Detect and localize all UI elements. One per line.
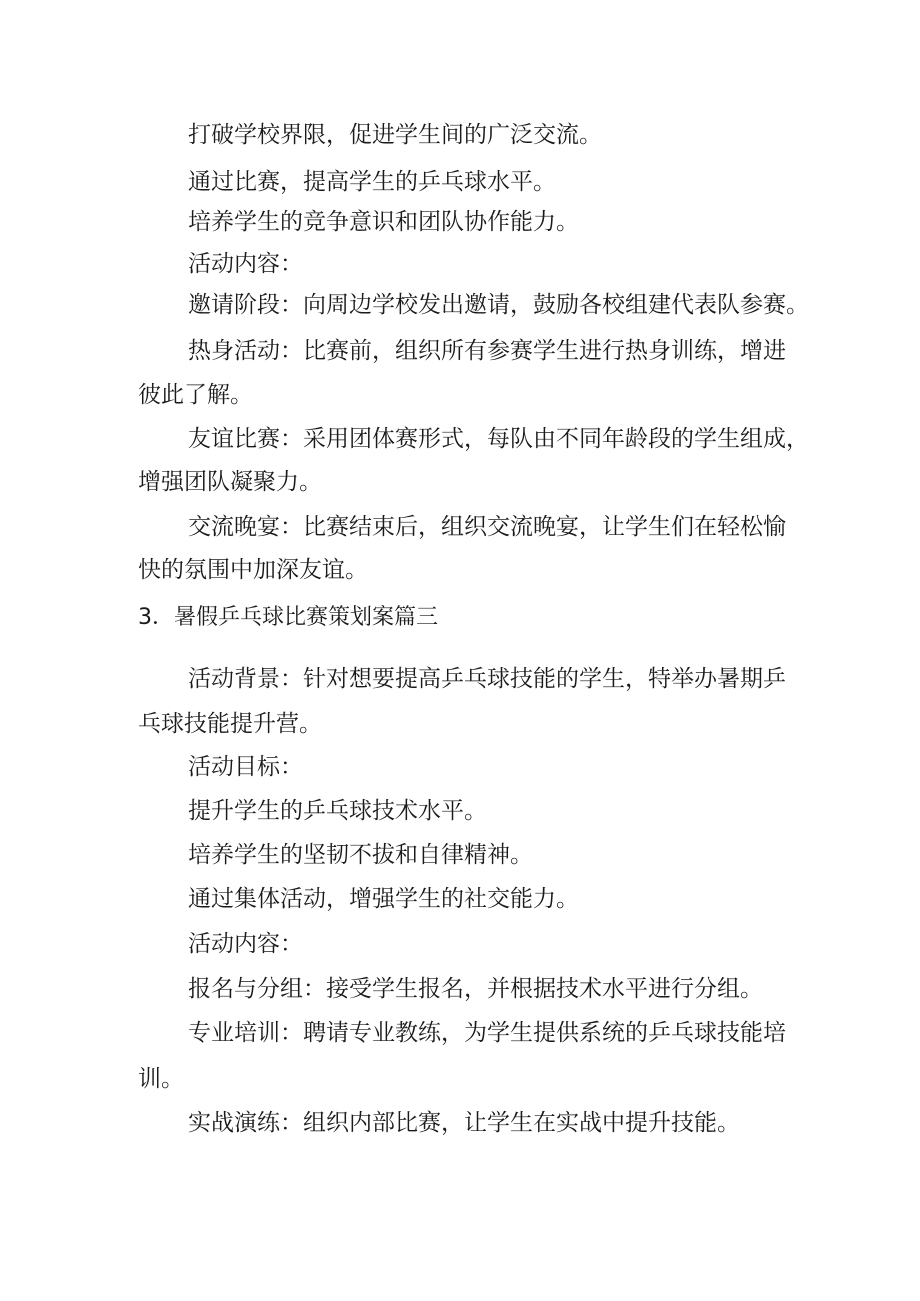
paragraph-line: 交流晚宴：比赛结束后，组织交流晚宴，让学生们在轻松愉 — [188, 514, 786, 540]
paragraph-line: 实战演练：组织内部比赛，让学生在实战中提升技能。 — [188, 1110, 740, 1136]
paragraph-line: 打破学校界限，促进学生间的广泛交流。 — [188, 122, 602, 148]
paragraph-line: 彼此了解。 — [138, 382, 253, 408]
paragraph-line: 活动背景：针对想要提高乒乓球技能的学生，特举办暑期乒 — [188, 666, 786, 692]
paragraph-line: 活动内容： — [188, 251, 303, 277]
paragraph-line: 通过集体活动，增强学生的社交能力。 — [188, 886, 579, 912]
paragraph-line: 培养学生的坚韧不拔和自律精神。 — [188, 842, 533, 868]
paragraph-line: 活动目标： — [188, 754, 303, 780]
paragraph-line: 快的氛围中加深友谊。 — [138, 557, 368, 583]
paragraph-line: 活动内容： — [188, 931, 303, 957]
paragraph-line: 通过比赛，提高学生的乒乓球水平。 — [188, 169, 556, 195]
paragraph-line: 专业培训：聘请专业教练，为学生提供系统的乒乓球技能培 — [188, 1020, 786, 1046]
paragraph-line: 友谊比赛：采用团体赛形式，每队由不同年龄段的学生组成， — [188, 426, 809, 452]
paragraph-line: 增强团队凝聚力。 — [138, 469, 322, 495]
paragraph-line: 训。 — [138, 1066, 184, 1092]
paragraph-line: 培养学生的竞争意识和团队协作能力。 — [188, 209, 579, 235]
paragraph-line: 热身活动：比赛前，组织所有参赛学生进行热身训练，增进 — [188, 338, 786, 364]
paragraph-line: 乓球技能提升营。 — [138, 711, 322, 737]
section-heading: 3．暑假乒乓球比赛策划案篇三 — [138, 605, 438, 630]
paragraph-line: 邀请阶段：向周边学校发出邀请，鼓励各校组建代表队参赛。 — [188, 292, 809, 318]
paragraph-line: 提升学生的乒乓球技术水平。 — [188, 798, 487, 824]
paragraph-line: 报名与分组：接受学生报名，并根据技术水平进行分组。 — [188, 976, 763, 1002]
